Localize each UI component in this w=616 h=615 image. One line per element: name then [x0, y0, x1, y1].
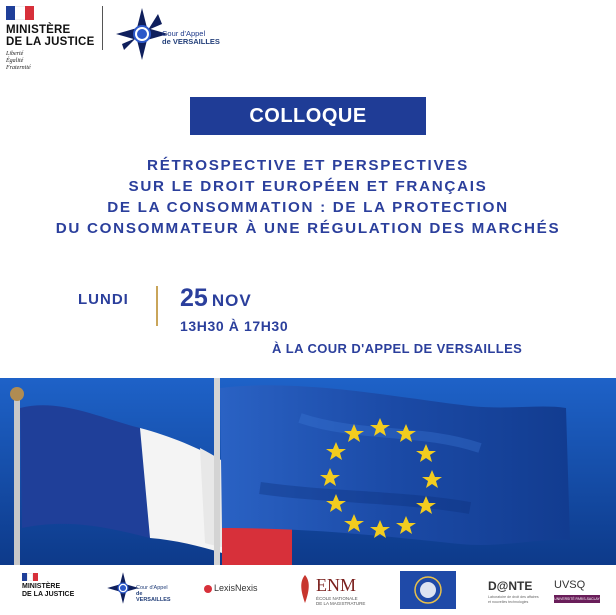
partner-uvsq-label: UVSQ [554, 579, 586, 591]
ministry-name-line2: DE LA JUSTICE [6, 36, 95, 48]
eu-french-flags-image [0, 378, 616, 565]
event-time: 13H30 À 17H30 [180, 318, 289, 334]
partner-dante-sub2: et nouvelles technologies [488, 599, 529, 604]
colloque-banner: COLLOQUE [190, 97, 426, 135]
french-flag-icon [22, 573, 38, 581]
partner-court-line1: Cour d'Appel [136, 585, 168, 591]
ministry-logo [6, 6, 98, 72]
motto-line1: Liberté [6, 51, 24, 57]
motto-line2: Égalité [6, 58, 24, 64]
partner-court [106, 565, 178, 615]
court-name-line1: Cour d'Appel [162, 29, 206, 38]
partner-enm [298, 565, 376, 615]
title-line: RÉTROSPECTIVE ET PERSPECTIVES [147, 157, 469, 174]
partner-lexisnexis [204, 565, 268, 615]
partner-ministry-line2: DE LA JUSTICE [22, 591, 75, 598]
partner-enm-sub1: ÉCOLE NATIONALE [316, 596, 358, 601]
flags-photo [0, 378, 616, 565]
republic-motto [6, 51, 98, 72]
title-line: SUR LE DROIT EUROPÉEN ET FRANÇAIS [128, 178, 488, 195]
partner-enm-label: ENM [316, 575, 356, 595]
event-place: À LA COUR D'APPEL DE VERSAILLES [272, 341, 523, 356]
title-line: DU CONSOMMATEUR À UNE RÉGULATION DES MARCHÉS [55, 220, 561, 237]
date-number: 25 [180, 284, 208, 312]
event-title [20, 155, 596, 239]
court-name-line2: de VERSAILLES [162, 37, 220, 46]
partner-court-line2: de VERSAILLES [136, 591, 171, 603]
event-day: LUNDI [78, 291, 129, 308]
partner-dante-sub1: Laboratoire de droit des affaires [488, 595, 539, 599]
motto-line3: Fraternité [6, 65, 31, 71]
french-flag-icon [6, 6, 34, 20]
lexisnexis-logo-icon [204, 585, 212, 593]
header [0, 0, 616, 80]
enm-logo-icon [298, 575, 312, 603]
partner-logos [0, 565, 616, 615]
date-month: NOV [211, 291, 252, 310]
star-compass-icon [106, 571, 140, 605]
ministry-name [6, 24, 98, 48]
partner-ministry-line1: MINISTÈRE [22, 583, 61, 590]
ministry-name-line1: MINISTÈRE [6, 24, 71, 36]
court-logo [114, 6, 224, 60]
partner-enm-sub2: DE LA MAGISTRATURE [316, 601, 366, 606]
partner-dante-label: D@NTE [488, 579, 533, 593]
court-name [162, 30, 220, 46]
gold-divider [156, 286, 158, 326]
partner-dante [488, 565, 552, 615]
partner-institute [400, 565, 460, 615]
title-line: DE LA CONSOMMATION : DE LA PROTECTION [107, 199, 509, 216]
event-date [180, 284, 252, 313]
header-divider [102, 6, 103, 50]
partner-uvsq [554, 565, 612, 615]
partner-uvsq-sub: UNIVERSITÉ PARIS-SACLAY [554, 597, 600, 601]
partner-ministry [22, 565, 82, 615]
partner-lexisnexis-label: LexisNexis [214, 583, 258, 593]
blue-seal-icon [400, 571, 456, 609]
